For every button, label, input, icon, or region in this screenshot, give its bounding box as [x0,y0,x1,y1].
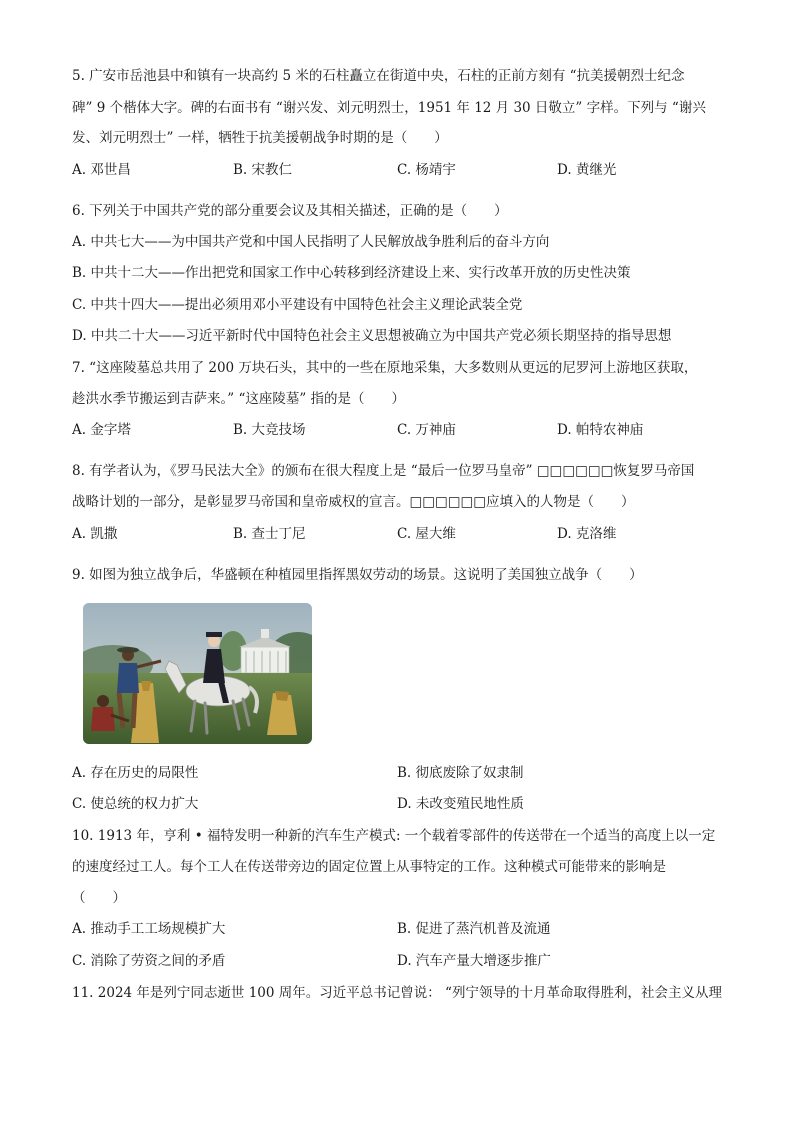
q11-stem: 11. 2024 年是列宁同志逝世 100 周年。习近平总书记曾说： “列宁领导的十月革命取得胜利，社会主义从理 [72,985,722,1001]
q7-stem-line-1: 7. “这座陵墓总共用了 200 万块石头，其中的一些在原地采集，大多数则从更远的尼罗河上游地区获取， [72,360,698,376]
q6-option-d[interactable]: D. 中共二十大——习近平新时代中国特色社会主义思想被确立为中国共产党必须长期坚持的指导思想 [72,328,672,344]
q8-stem-line-1: 8. 有学者认为，《罗马民法大全》的颁布在很大程度上是 “最后一位罗马皇帝” □□□□□□恢复罗马帝国 [72,463,695,479]
q10-option-a[interactable]: A. 推动手工工场规模扩大 [72,921,226,937]
q10-option-d[interactable]: D. 汽车产量大增逐步推广 [397,953,551,969]
q7-option-c[interactable]: C. 万神庙 [397,422,456,438]
q7-option-a[interactable]: A. 金字塔 [72,422,131,438]
q10-option-b[interactable]: B. 促进了蒸汽机普及流通 [397,921,551,937]
q8-stem-line-2: 战略计划的一部分，是彰显罗马帝国和皇帝威权的宣言。□□□□□□应填入的人物是（ ） [72,494,635,510]
q5-option-b[interactable]: B. 宋教仁 [233,162,293,178]
q5-stem-line-1: 5. 广安市岳池县中和镇有一块高约 5 米的石柱矗立在街道中央，石柱的正前方刻有 “抗美援朝烈士纪念 [72,68,685,84]
q5-option-d[interactable]: D. 黄继光 [557,162,617,178]
q7-option-b[interactable]: B. 大竞技场 [233,422,306,438]
q7-stem-line-2: 趁洪水季节搬运到吉萨来。” “这座陵墓” 指的是（ ） [72,391,406,407]
q8-option-a[interactable]: A. 凯撒 [72,526,118,542]
q8-option-d[interactable]: D. 克洛维 [557,526,617,542]
q9-stem: 9. 如图为独立战争后，华盛顿在种植园里指挥黑奴劳动的场景。这说明了美国独立战争（ ） [72,567,643,583]
q9-option-c[interactable]: C. 使总统的权力扩大 [72,796,199,812]
q5-option-c[interactable]: C. 杨靖宇 [397,162,456,178]
q9-option-b[interactable]: B. 彻底废除了奴隶制 [397,765,524,781]
q6-option-c[interactable]: C. 中共十四大——提出必须用邓小平建设有中国特色社会主义理论武装全党 [72,297,523,313]
q5-stem-line-3: 发、刘元明烈士” 一样，牺牲于抗美援朝战争时期的是（ ） [72,130,448,146]
q9-option-a[interactable]: A. 存在历史的局限性 [72,765,199,781]
q7-option-d[interactable]: D. 帕特农神庙 [557,422,644,438]
q9-option-d[interactable]: D. 未改变殖民地性质 [397,796,524,812]
q10-stem-line-1: 10. 1913 年，亨利 • 福特发明一种新的汽车生产模式: 一个载着零部件的传送带在一个适当的高度上以一定 [72,828,716,844]
painting-icon [83,603,312,744]
q10-option-c[interactable]: C. 消除了劳资之间的矛盾 [72,953,226,969]
q10-stem-line-3: （ ） [72,890,126,906]
q5-stem-line-2: 碑” 9 个楷体大字。碑的右面书有 “谢兴发、刘元明烈士，1951 年 12 月 30 日敬立” 字样。下列与 “谢兴 [72,100,706,116]
q8-option-b[interactable]: B. 查士丁尼 [233,526,306,542]
q5-option-a[interactable]: A. 邓世昌 [72,162,131,178]
q10-stem-line-2: 的速度经过工人。每个工人在传送带旁边的固定位置上从事特定的工作。这种模式可能带来的影响是 [72,859,666,875]
q6-option-b[interactable]: B. 中共十二大——作出把党和国家工作中心转移到经济建设上来、实行改革开放的历史性决策 [72,265,631,281]
washington-plantation-painting [83,603,312,744]
q8-option-c[interactable]: C. 屋大维 [397,526,456,542]
q6-option-a[interactable]: A. 中共七大——为中国共产党和中国人民指明了人民解放战争胜利后的奋斗方向 [72,234,550,250]
q6-stem: 6. 下列关于中国共产党的部分重要会议及其相关描述，正确的是（ ） [72,203,508,219]
